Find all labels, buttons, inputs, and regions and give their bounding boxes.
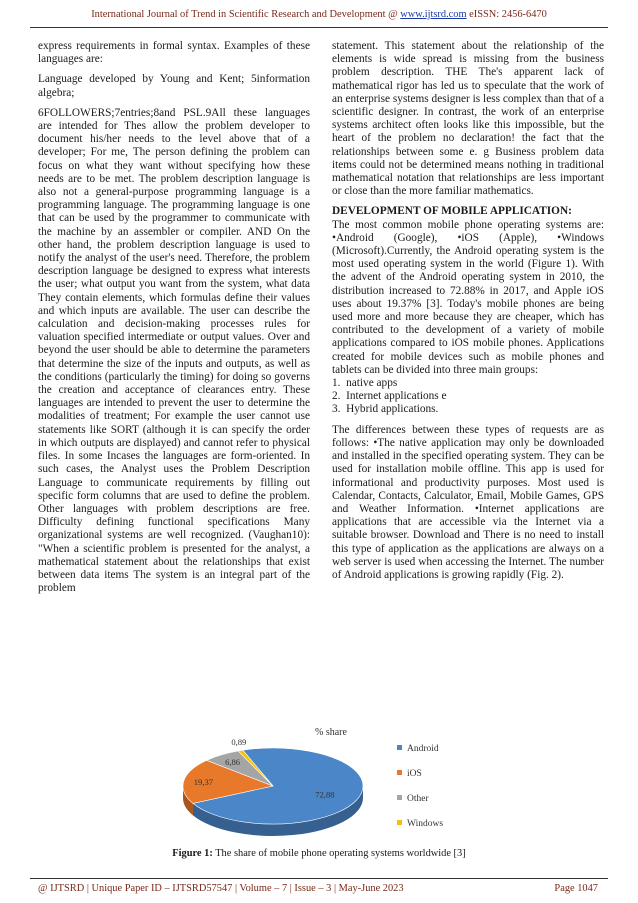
footer-info: @ IJTSRD | Unique Paper ID – IJTSRD57547 | Volume – 7 | Issue – 3 | May-June 2023 bbox=[38, 883, 404, 894]
header-divider bbox=[30, 27, 608, 28]
data-label-ios: 19,37 bbox=[193, 777, 214, 788]
page-number: Page 1047 bbox=[554, 883, 598, 894]
list-item: 3. Hybrid applications. bbox=[332, 403, 439, 416]
caption-text: The share of mobile phone operating systems worldwide [3] bbox=[212, 848, 466, 859]
journal-issn: eISSN: 2456-6470 bbox=[466, 9, 547, 20]
legend-swatch-android bbox=[397, 745, 402, 750]
data-label-android: 72,88 bbox=[315, 789, 335, 800]
left-paragraph-1: express requirements in formal syntax. Examples of these languages are: bbox=[38, 40, 310, 66]
legend-swatch-ios bbox=[397, 770, 402, 775]
legend-label-ios: iOS bbox=[407, 769, 422, 779]
left-paragraph-3: 6FOLLOWERS;7entries;8and PSL.9All these languages are intended for Thes allow the problem developer to document his/her needs to the level above that of a developer; For me, The person defining the problem can focus on what they want without specifying how these needs are to be met. The problem description language is also not a general-purpose programming language is a programming language. The programming language is one that can be used by the programmer to communicate with the machine by an assembler or compiler. AND On the other hand, the problem description language is used to notify the analyst of the user's need. Therefore, the problem description language be designed to express what interests the user; what output you want from the system, what data They contain elements, which formulas define their values and which inputs are available. The user can describe the calculation and decision-making processes rules for valuation specified intermediate or output values. Over and beyond the user should be able to determine the parameters that determine the size of the inputs and outputs, as well as the conditions (particularly the timing) for doing so governs the creation and acceptance of clearances entry. These languages are intended to prevent the user to determine the modalities of treatment; For example the user cannot use statements like SORT (although it is can specify the order in which outputs are displayed) and cannot refer to physical files. In some Incases the languages are form-oriented. In such cases, the Analyst uses the Problem Description Language to communicate requirements by filling out specific form columns that are used to define the problem. Other languages with problem descriptions are free. Difficulty defining functional specifications Many organizational systems are well recognized. (Vaughan10): "When a scientific problem is presented for the analyst, a mathematical statement about the relationships that exist between data items The system is an integral part of the problem bbox=[38, 106, 310, 595]
figure-caption bbox=[0, 848, 638, 859]
legend-swatch-other bbox=[397, 795, 402, 800]
journal-url-link[interactable]: www.ijtsrd.com bbox=[400, 9, 467, 20]
legend-label-windows: Windows bbox=[407, 819, 444, 829]
journal-name: International Journal of Trend in Scientific Research and Development @ bbox=[91, 9, 401, 20]
right-paragraph-1: statement. This statement about the relationship of the elements is wide spread is missing from the business problem description. THE The's apparent lack of mathematical rigor has led us to speculate that the work of an enterprise systems designer is less complex than that of a scientific designer. In contrast, the work of an enterprise systems architect often looks like this impossible, but the heart of the problem no declaration! the fact that the relationships between some e. g Business problem data items could not be determined means nothing in traditional mathematical notation that relationships are less important or close than the more familiar mathematics. bbox=[332, 40, 604, 198]
list-item: 1. native apps bbox=[332, 377, 398, 390]
left-column bbox=[38, 40, 310, 602]
footer-divider bbox=[30, 878, 608, 879]
chart-title: % share bbox=[315, 727, 347, 738]
data-label-other: 6,86 bbox=[225, 756, 241, 767]
journal-header bbox=[0, 9, 638, 20]
legend-swatch-windows bbox=[397, 820, 402, 825]
page-footer bbox=[38, 883, 598, 894]
left-paragraph-2: Language developed by Young and Kent; 5information algebra; bbox=[38, 73, 310, 99]
data-label-windows: 0,89 bbox=[231, 736, 247, 747]
legend-label-other: Other bbox=[407, 794, 429, 804]
caption-label: Figure 1: bbox=[172, 848, 213, 859]
legend-label-android: Android bbox=[407, 744, 439, 754]
app-group-list bbox=[332, 377, 604, 417]
pie-chart bbox=[175, 724, 475, 844]
list-item: 2. Internet applications e bbox=[332, 390, 447, 403]
right-paragraph-3: The differences between these types of requests are as follows: •The native application may only be downloaded and installed in the specified operating system. They can be used for installation mobile offline. This app is used for informational and productivity purposes. Most used is Calendar, Contacts, Calculator, Email, Mobile Games, GPS and Weather Information. •Internet applications are applications that are accessible via the Internet via a suitable browser. Download and There is no need to install this type of application as the applications are always on a web server is used when accessing the Internet. The number of Android applications is growing rapidly (Fig. 2). bbox=[332, 423, 604, 581]
right-column bbox=[332, 40, 604, 589]
pie-chart-figure bbox=[175, 724, 475, 844]
section-heading: DEVELOPMENT OF MOBILE APPLICATION: bbox=[332, 205, 572, 218]
right-paragraph-2: The most common mobile phone operating systems are: •Android (Google), •iOS (Apple), •Windows (Microsoft).Currently, the Android operating system is the most used operating system in the world (Figure 1). With the advent of the Android operating system in 2010, the distribution increased to 72.88% in 2017, and Apple iOS uses about 19.37% [3]. Today's mobile phones are being used more and more because they are cheaper, which has contributed to the development of a variety of mobile applications compared to iOS mobile phones. Applications created for mobile devices such as mobile phones and tablets can be divided into three main groups: bbox=[332, 218, 604, 376]
